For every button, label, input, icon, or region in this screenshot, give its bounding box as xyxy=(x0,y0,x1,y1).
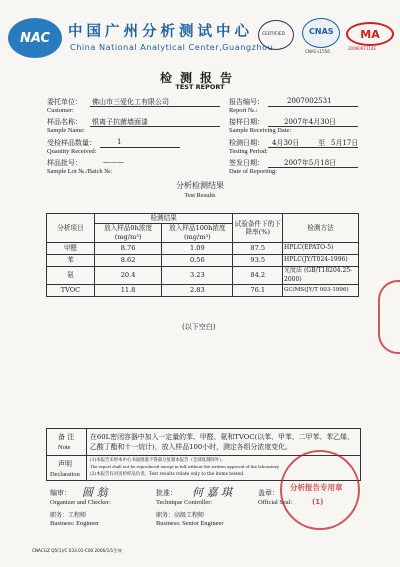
seal-label: 盖章： xyxy=(258,489,279,497)
declaration-label-en: Declaration xyxy=(50,471,80,478)
compiler-signature: 圆 翁 xyxy=(82,486,108,499)
declaration-label: 声明 xyxy=(58,460,72,468)
sample-value: 银离子抗菌墙面漆 xyxy=(92,118,148,126)
table-row: 氨 20.4 3.23 84.2 光度法 (GB/T18204.25-2000) xyxy=(47,267,359,285)
col-rate: 试验条件下的下降率(%) xyxy=(233,214,283,243)
col-item: 分析项目 xyxy=(47,214,95,243)
approver-signature: 何 嘉 琪 xyxy=(192,486,232,499)
compiler-title: 职务：工程师 xyxy=(50,512,87,519)
cnas-code: CNAS L1556 xyxy=(305,49,330,54)
results-title: 分析检测结果 xyxy=(176,181,224,190)
report-no-label: 报告编号： xyxy=(229,98,264,106)
table-row: 甲醛 8.76 1.09 87.5 HPLC(EPATO-5) xyxy=(47,243,359,255)
issue-label: 签发日期： xyxy=(229,159,264,167)
sample-label-en: Sample Name: xyxy=(47,127,85,134)
recv-label-en: Sample Receiving Date: xyxy=(229,127,292,134)
footer-code: CNACGZ Q5(1)/C 033.01-C00 2006/1/1生效 xyxy=(32,548,122,553)
qty-value: 1 xyxy=(117,138,122,146)
results-table xyxy=(46,213,359,297)
declaration-line1: (1)本报告未经本中心书面批准不得部分复制本报告（全部复制除外）。 xyxy=(90,458,226,463)
qty-label: 受检样品数量： xyxy=(47,139,96,147)
seal-label-en: Official Seal: xyxy=(258,499,293,506)
nac-logo: NAC xyxy=(8,18,62,58)
col-100h: 放入样品100h浓度 (mg/m³) xyxy=(162,223,233,242)
approver-label: 批准： xyxy=(156,489,177,497)
report-title-cn: 检测报告 xyxy=(159,71,240,85)
col-0h: 放入样品0h浓度 (mg/m³) xyxy=(94,223,161,242)
lot-label: 样品批号： xyxy=(47,159,82,167)
qty-label-en: Quantity Received: xyxy=(47,148,97,155)
lot-label-en: Sample Lot №./Batch №: xyxy=(47,168,113,175)
report-no-value: 2007002531 xyxy=(287,97,332,105)
client-label-en: Customer: xyxy=(47,107,74,114)
col-group: 检测结果 xyxy=(94,214,233,224)
test-label: 检测日期： xyxy=(229,139,264,147)
approver-label-en: Technique Controller: xyxy=(156,499,213,506)
test-label-en: Testing Period: xyxy=(229,148,268,155)
issue-value: 2007年5月18日 xyxy=(284,159,337,167)
cma-mark-icon: MA xyxy=(346,22,394,46)
edge-seal-stamp xyxy=(378,280,400,354)
report-title-en: TEST REPORT xyxy=(175,83,225,91)
table-row: 苯 8.62 0.56 93.5 HPLC(JY/T024-1996) xyxy=(47,255,359,267)
center-cn-title: 中国广州分析测试中心 xyxy=(68,24,253,40)
cnas-badge-icon: CNAS xyxy=(302,18,340,48)
approver-title: 职务：高级工程师 xyxy=(156,512,205,519)
certification-badge-icon: CERTIFIED xyxy=(258,20,294,50)
declaration-line3: (2)本报告仅对送检样品负责。Test results relate only to the items tested. xyxy=(90,472,245,477)
client-value: 佛山市三爱化工有限公司 xyxy=(92,98,169,106)
recv-value: 2007年4月30日 xyxy=(284,118,337,126)
test-to-label: 至 xyxy=(318,139,325,147)
declaration-line2: The report shall not be reproduced except in full,without the written approval of the laboratory. xyxy=(90,464,280,469)
blank-marker: (以下空白) xyxy=(182,323,216,331)
report-no-label-en: Report №.: xyxy=(229,107,258,114)
note-text: 在60L密闭容器中加入一定量的苯、甲醛、氨和TVOC(以苯、甲苯、二甲苯、苯乙烯、乙酸丁酯和十一烷计)，放入样品100小时，测定各组分浓度变化。 xyxy=(90,433,354,451)
lot-value: ——— xyxy=(103,158,124,166)
table-row: TVOC 11.8 2.83 76.1 GC/MS(JY/T 003-1996) xyxy=(47,285,359,297)
sample-label: 样品名称： xyxy=(47,118,82,126)
center-en-title: China National Analytical Center,Guangzhou xyxy=(70,42,274,52)
client-label: 委托单位： xyxy=(47,98,82,106)
note-label-en: Note xyxy=(58,444,71,451)
col-method: 检测方法 xyxy=(283,214,359,243)
compiler-label: 编审： xyxy=(50,489,71,497)
compiler-label-en: Organizer and Checker: xyxy=(50,499,111,506)
approver-title-en: Business: Senior Engineer xyxy=(156,520,224,527)
note-label: 备 注 xyxy=(58,433,75,441)
cma-code: 2006007114E xyxy=(348,46,376,51)
recv-label: 接样日期： xyxy=(229,118,264,126)
test-to: 5月17日 xyxy=(331,139,359,147)
compiler-title-en: Business: Engineer xyxy=(50,520,100,527)
official-seal-stamp: 分析报告专用章 (1) xyxy=(280,450,360,530)
results-title-en: Test Results xyxy=(184,192,216,199)
test-from: 4月30日 xyxy=(272,139,300,147)
issue-label-en: Date of Reporting: xyxy=(229,168,277,175)
